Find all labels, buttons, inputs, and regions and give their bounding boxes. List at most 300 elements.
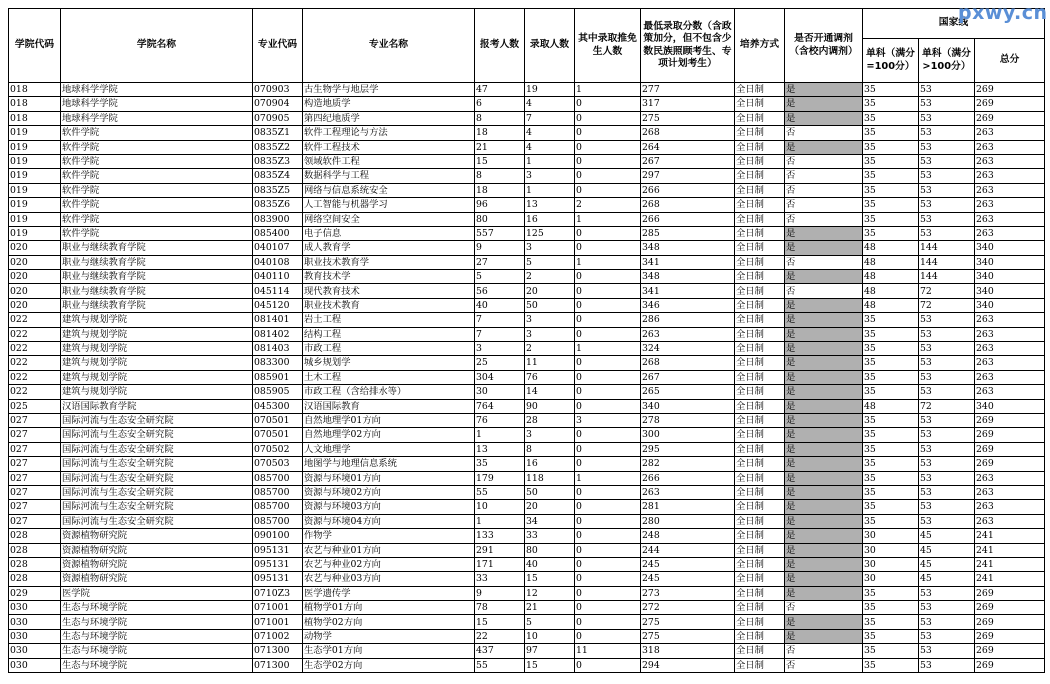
major-code-cell: 085400 xyxy=(253,226,303,240)
college-name-cell: 生态与环境学院 xyxy=(61,629,253,643)
single-100-cell: 35 xyxy=(863,586,919,600)
exempt-cell: 0 xyxy=(575,385,641,399)
single-gt100-cell: 144 xyxy=(919,270,975,284)
major-code-cell: 040108 xyxy=(253,255,303,269)
single-gt100-cell: 45 xyxy=(919,543,975,557)
major-code-cell: 071001 xyxy=(253,601,303,615)
exempt-cell: 2 xyxy=(575,198,641,212)
table-header xyxy=(9,9,1045,83)
single-100-cell: 48 xyxy=(863,270,919,284)
major-code-cell: 095131 xyxy=(253,543,303,557)
adjust-cell: 是 xyxy=(785,629,863,643)
header-single-100: 单科（满分=100分） xyxy=(863,39,919,83)
adjust-cell: 是 xyxy=(785,385,863,399)
table-row xyxy=(9,342,1045,356)
mode-cell: 全日制 xyxy=(735,543,785,557)
header-exempt: 其中录取推免生人数 xyxy=(575,9,641,83)
single-100-cell: 35 xyxy=(863,126,919,140)
mode-cell: 全日制 xyxy=(735,183,785,197)
applicants-cell: 7 xyxy=(475,313,525,327)
major-code-cell: 070502 xyxy=(253,442,303,456)
single-gt100-cell: 53 xyxy=(919,111,975,125)
major-name-cell: 汉语国际教育 xyxy=(303,399,475,413)
single-100-cell: 30 xyxy=(863,557,919,571)
college-name-cell: 地球科学学院 xyxy=(61,111,253,125)
major-code-cell: 040107 xyxy=(253,241,303,255)
table-row xyxy=(9,529,1045,543)
table-row xyxy=(9,399,1045,413)
major-code-cell: 0835Z6 xyxy=(253,198,303,212)
min-score-cell: 275 xyxy=(641,111,735,125)
applicants-cell: 291 xyxy=(475,543,525,557)
admitted-cell: 13 xyxy=(525,198,575,212)
major-name-cell: 作物学 xyxy=(303,529,475,543)
header-college-code: 学院代码 xyxy=(9,9,61,83)
college-code-cell: 030 xyxy=(9,629,61,643)
single-100-cell: 35 xyxy=(863,97,919,111)
total-cell: 340 xyxy=(975,298,1045,312)
table-row xyxy=(9,601,1045,615)
major-code-cell: 0710Z3 xyxy=(253,586,303,600)
mode-cell: 全日制 xyxy=(735,327,785,341)
single-gt100-cell: 144 xyxy=(919,241,975,255)
single-100-cell: 35 xyxy=(863,342,919,356)
college-code-cell: 028 xyxy=(9,557,61,571)
adjust-cell: 是 xyxy=(785,615,863,629)
header-college-name: 学院名称 xyxy=(61,9,253,83)
major-name-cell: 农艺与种业03方向 xyxy=(303,572,475,586)
min-score-cell: 275 xyxy=(641,615,735,629)
college-code-cell: 027 xyxy=(9,457,61,471)
major-name-cell: 电子信息 xyxy=(303,226,475,240)
single-gt100-cell: 53 xyxy=(919,313,975,327)
min-score-cell: 281 xyxy=(641,500,735,514)
table-row xyxy=(9,615,1045,629)
single-gt100-cell: 53 xyxy=(919,198,975,212)
applicants-cell: 25 xyxy=(475,356,525,370)
applicants-cell: 304 xyxy=(475,370,525,384)
major-name-cell: 资源与环境04方向 xyxy=(303,514,475,528)
min-score-cell: 348 xyxy=(641,270,735,284)
major-code-cell: 085905 xyxy=(253,385,303,399)
college-name-cell: 地球科学学院 xyxy=(61,83,253,97)
college-code-cell: 018 xyxy=(9,111,61,125)
adjust-cell: 是 xyxy=(785,140,863,154)
mode-cell: 全日制 xyxy=(735,471,785,485)
mode-cell: 全日制 xyxy=(735,658,785,672)
college-code-cell: 019 xyxy=(9,212,61,226)
single-gt100-cell: 144 xyxy=(919,255,975,269)
applicants-cell: 5 xyxy=(475,270,525,284)
major-name-cell: 资源与环境03方向 xyxy=(303,500,475,514)
single-gt100-cell: 53 xyxy=(919,586,975,600)
single-100-cell: 35 xyxy=(863,183,919,197)
major-name-cell: 城乡规划学 xyxy=(303,356,475,370)
min-score-cell: 266 xyxy=(641,183,735,197)
single-gt100-cell: 53 xyxy=(919,601,975,615)
single-gt100-cell: 53 xyxy=(919,226,975,240)
single-100-cell: 30 xyxy=(863,572,919,586)
min-score-cell: 263 xyxy=(641,485,735,499)
college-code-cell: 020 xyxy=(9,298,61,312)
admitted-cell: 50 xyxy=(525,485,575,499)
total-cell: 263 xyxy=(975,198,1045,212)
mode-cell: 全日制 xyxy=(735,385,785,399)
college-name-cell: 建筑与规划学院 xyxy=(61,356,253,370)
mode-cell: 全日制 xyxy=(735,140,785,154)
total-cell: 269 xyxy=(975,658,1045,672)
single-100-cell: 35 xyxy=(863,140,919,154)
college-name-cell: 软件学院 xyxy=(61,212,253,226)
single-100-cell: 35 xyxy=(863,471,919,485)
major-name-cell: 农艺与种业02方向 xyxy=(303,557,475,571)
exempt-cell: 1 xyxy=(575,83,641,97)
min-score-cell: 341 xyxy=(641,255,735,269)
adjust-cell: 否 xyxy=(785,644,863,658)
exempt-cell: 0 xyxy=(575,140,641,154)
min-score-cell: 265 xyxy=(641,385,735,399)
single-100-cell: 35 xyxy=(863,111,919,125)
college-name-cell: 生态与环境学院 xyxy=(61,658,253,672)
major-code-cell: 070501 xyxy=(253,428,303,442)
major-code-cell: 070904 xyxy=(253,97,303,111)
major-code-cell: 071300 xyxy=(253,658,303,672)
single-100-cell: 35 xyxy=(863,500,919,514)
single-gt100-cell: 53 xyxy=(919,644,975,658)
single-gt100-cell: 72 xyxy=(919,399,975,413)
adjust-cell: 是 xyxy=(785,572,863,586)
table-row xyxy=(9,183,1045,197)
college-code-cell: 020 xyxy=(9,255,61,269)
major-code-cell: 0835Z3 xyxy=(253,154,303,168)
single-gt100-cell: 45 xyxy=(919,572,975,586)
table-row xyxy=(9,485,1045,499)
single-100-cell: 35 xyxy=(863,198,919,212)
adjust-cell: 否 xyxy=(785,154,863,168)
admitted-cell: 7 xyxy=(525,111,575,125)
total-cell: 263 xyxy=(975,514,1045,528)
total-cell: 263 xyxy=(975,183,1045,197)
applicants-cell: 13 xyxy=(475,442,525,456)
min-score-cell: 295 xyxy=(641,442,735,456)
adjust-cell: 否 xyxy=(785,658,863,672)
total-cell: 241 xyxy=(975,543,1045,557)
college-name-cell: 国际河流与生态安全研究院 xyxy=(61,485,253,499)
mode-cell: 全日制 xyxy=(735,169,785,183)
table-row xyxy=(9,212,1045,226)
single-100-cell: 48 xyxy=(863,298,919,312)
major-name-cell: 市政工程 xyxy=(303,342,475,356)
min-score-cell: 324 xyxy=(641,342,735,356)
single-gt100-cell: 72 xyxy=(919,298,975,312)
watermark-text: pxwy.cn xyxy=(958,2,1048,24)
total-cell: 263 xyxy=(975,212,1045,226)
total-cell: 263 xyxy=(975,169,1045,183)
exempt-cell: 0 xyxy=(575,284,641,298)
table-row xyxy=(9,514,1045,528)
single-100-cell: 30 xyxy=(863,543,919,557)
table-row xyxy=(9,658,1045,672)
header-applicants: 报考人数 xyxy=(475,9,525,83)
exempt-cell: 0 xyxy=(575,658,641,672)
applicants-cell: 9 xyxy=(475,241,525,255)
header-national-line: 国家线 xyxy=(863,9,1045,39)
mode-cell: 全日制 xyxy=(735,342,785,356)
single-100-cell: 35 xyxy=(863,457,919,471)
total-cell: 340 xyxy=(975,241,1045,255)
adjust-cell: 否 xyxy=(785,284,863,298)
table-body xyxy=(9,83,1045,673)
table-row xyxy=(9,198,1045,212)
table-row xyxy=(9,313,1045,327)
total-cell: 263 xyxy=(975,126,1045,140)
total-cell: 269 xyxy=(975,97,1045,111)
exempt-cell: 3 xyxy=(575,413,641,427)
min-score-cell: 294 xyxy=(641,658,735,672)
table-row xyxy=(9,226,1045,240)
college-name-cell: 资源植物研究院 xyxy=(61,529,253,543)
single-100-cell: 35 xyxy=(863,385,919,399)
college-code-cell: 028 xyxy=(9,543,61,557)
major-name-cell: 网络空间安全 xyxy=(303,212,475,226)
single-100-cell: 48 xyxy=(863,399,919,413)
min-score-cell: 346 xyxy=(641,298,735,312)
single-gt100-cell: 53 xyxy=(919,385,975,399)
exempt-cell: 0 xyxy=(575,629,641,643)
min-score-cell: 285 xyxy=(641,226,735,240)
major-code-cell: 085700 xyxy=(253,514,303,528)
applicants-cell: 171 xyxy=(475,557,525,571)
college-code-cell: 022 xyxy=(9,385,61,399)
admitted-cell: 1 xyxy=(525,183,575,197)
total-cell: 340 xyxy=(975,270,1045,284)
college-name-cell: 软件学院 xyxy=(61,140,253,154)
table-row xyxy=(9,126,1045,140)
admitted-cell: 16 xyxy=(525,457,575,471)
header-total: 总分 xyxy=(975,39,1045,83)
single-100-cell: 35 xyxy=(863,356,919,370)
college-name-cell: 生态与环境学院 xyxy=(61,601,253,615)
adjust-cell: 是 xyxy=(785,327,863,341)
admitted-cell: 11 xyxy=(525,356,575,370)
single-100-cell: 35 xyxy=(863,601,919,615)
exempt-cell: 0 xyxy=(575,298,641,312)
adjust-cell: 否 xyxy=(785,212,863,226)
exempt-cell: 0 xyxy=(575,169,641,183)
major-name-cell: 现代教育技术 xyxy=(303,284,475,298)
total-cell: 269 xyxy=(975,586,1045,600)
table-row xyxy=(9,471,1045,485)
major-code-cell: 070501 xyxy=(253,413,303,427)
college-name-cell: 职业与继续教育学院 xyxy=(61,298,253,312)
admitted-cell: 4 xyxy=(525,126,575,140)
college-name-cell: 软件学院 xyxy=(61,126,253,140)
admitted-cell: 5 xyxy=(525,255,575,269)
mode-cell: 全日制 xyxy=(735,284,785,298)
min-score-cell: 348 xyxy=(641,241,735,255)
college-code-cell: 028 xyxy=(9,572,61,586)
admission-table xyxy=(8,8,1045,673)
college-name-cell: 国际河流与生态安全研究院 xyxy=(61,442,253,456)
header-single-gt100: 单科（满分>100分） xyxy=(919,39,975,83)
total-cell: 340 xyxy=(975,399,1045,413)
applicants-cell: 10 xyxy=(475,500,525,514)
adjust-cell: 是 xyxy=(785,298,863,312)
admitted-cell: 15 xyxy=(525,572,575,586)
applicants-cell: 1 xyxy=(475,428,525,442)
admitted-cell: 10 xyxy=(525,629,575,643)
major-name-cell: 医学遗传学 xyxy=(303,586,475,600)
exempt-cell: 0 xyxy=(575,543,641,557)
exempt-cell: 0 xyxy=(575,601,641,615)
college-name-cell: 软件学院 xyxy=(61,198,253,212)
admitted-cell: 3 xyxy=(525,169,575,183)
single-100-cell: 35 xyxy=(863,83,919,97)
college-name-cell: 生态与环境学院 xyxy=(61,615,253,629)
total-cell: 263 xyxy=(975,226,1045,240)
min-score-cell: 267 xyxy=(641,154,735,168)
admitted-cell: 14 xyxy=(525,385,575,399)
mode-cell: 全日制 xyxy=(735,212,785,226)
admitted-cell: 3 xyxy=(525,313,575,327)
college-name-cell: 国际河流与生态安全研究院 xyxy=(61,428,253,442)
applicants-cell: 22 xyxy=(475,629,525,643)
table-row xyxy=(9,457,1045,471)
college-name-cell: 职业与继续教育学院 xyxy=(61,270,253,284)
single-100-cell: 35 xyxy=(863,413,919,427)
total-cell: 269 xyxy=(975,413,1045,427)
college-code-cell: 030 xyxy=(9,658,61,672)
major-code-cell: 081401 xyxy=(253,313,303,327)
major-name-cell: 软件工程技术 xyxy=(303,140,475,154)
total-cell: 241 xyxy=(975,529,1045,543)
single-100-cell: 35 xyxy=(863,313,919,327)
mode-cell: 全日制 xyxy=(735,629,785,643)
admitted-cell: 4 xyxy=(525,140,575,154)
applicants-cell: 1 xyxy=(475,514,525,528)
adjust-cell: 是 xyxy=(785,413,863,427)
applicants-cell: 55 xyxy=(475,658,525,672)
mode-cell: 全日制 xyxy=(735,198,785,212)
total-cell: 340 xyxy=(975,255,1045,269)
college-code-cell: 027 xyxy=(9,413,61,427)
single-gt100-cell: 53 xyxy=(919,154,975,168)
single-100-cell: 35 xyxy=(863,154,919,168)
college-code-cell: 030 xyxy=(9,601,61,615)
adjust-cell: 否 xyxy=(785,169,863,183)
major-code-cell: 0835Z1 xyxy=(253,126,303,140)
exempt-cell: 0 xyxy=(575,529,641,543)
exempt-cell: 0 xyxy=(575,572,641,586)
major-name-cell: 生态学01方向 xyxy=(303,644,475,658)
adjust-cell: 是 xyxy=(785,557,863,571)
table-row xyxy=(9,241,1045,255)
college-name-cell: 资源植物研究院 xyxy=(61,543,253,557)
college-name-cell: 软件学院 xyxy=(61,154,253,168)
major-name-cell: 成人教育学 xyxy=(303,241,475,255)
admitted-cell: 8 xyxy=(525,442,575,456)
single-gt100-cell: 45 xyxy=(919,529,975,543)
header-admitted: 录取人数 xyxy=(525,9,575,83)
total-cell: 269 xyxy=(975,457,1045,471)
single-100-cell: 35 xyxy=(863,428,919,442)
college-code-cell: 027 xyxy=(9,428,61,442)
min-score-cell: 275 xyxy=(641,629,735,643)
college-name-cell: 软件学院 xyxy=(61,169,253,183)
total-cell: 263 xyxy=(975,342,1045,356)
admitted-cell: 15 xyxy=(525,658,575,672)
mode-cell: 全日制 xyxy=(735,615,785,629)
applicants-cell: 15 xyxy=(475,154,525,168)
min-score-cell: 297 xyxy=(641,169,735,183)
major-name-cell: 资源与环境01方向 xyxy=(303,471,475,485)
mode-cell: 全日制 xyxy=(735,413,785,427)
major-name-cell: 数据科学与工程 xyxy=(303,169,475,183)
exempt-cell: 0 xyxy=(575,111,641,125)
min-score-cell: 341 xyxy=(641,284,735,298)
adjust-cell: 否 xyxy=(785,126,863,140)
min-score-cell: 248 xyxy=(641,529,735,543)
table-row xyxy=(9,500,1045,514)
college-code-cell: 020 xyxy=(9,284,61,298)
single-gt100-cell: 53 xyxy=(919,83,975,97)
total-cell: 263 xyxy=(975,313,1045,327)
total-cell: 269 xyxy=(975,428,1045,442)
table-row xyxy=(9,644,1045,658)
adjust-cell: 是 xyxy=(785,543,863,557)
total-cell: 263 xyxy=(975,356,1045,370)
college-name-cell: 建筑与规划学院 xyxy=(61,327,253,341)
header-major-code: 专业代码 xyxy=(253,9,303,83)
adjust-cell: 是 xyxy=(785,370,863,384)
major-code-cell: 081402 xyxy=(253,327,303,341)
table-row xyxy=(9,83,1045,97)
min-score-cell: 318 xyxy=(641,644,735,658)
single-gt100-cell: 53 xyxy=(919,183,975,197)
college-name-cell: 建筑与规划学院 xyxy=(61,385,253,399)
single-gt100-cell: 53 xyxy=(919,615,975,629)
applicants-cell: 179 xyxy=(475,471,525,485)
major-code-cell: 071002 xyxy=(253,629,303,643)
major-name-cell: 职业技术教育学 xyxy=(303,255,475,269)
adjust-cell: 是 xyxy=(785,428,863,442)
major-name-cell: 植物学01方向 xyxy=(303,601,475,615)
college-code-cell: 027 xyxy=(9,500,61,514)
min-score-cell: 268 xyxy=(641,126,735,140)
applicants-cell: 133 xyxy=(475,529,525,543)
college-name-cell: 医学院 xyxy=(61,586,253,600)
exempt-cell: 0 xyxy=(575,226,641,240)
single-100-cell: 48 xyxy=(863,241,919,255)
table-row xyxy=(9,543,1045,557)
college-name-cell: 职业与继续教育学院 xyxy=(61,284,253,298)
table-row xyxy=(9,356,1045,370)
applicants-cell: 96 xyxy=(475,198,525,212)
admitted-cell: 97 xyxy=(525,644,575,658)
exempt-cell: 0 xyxy=(575,327,641,341)
single-gt100-cell: 53 xyxy=(919,212,975,226)
mode-cell: 全日制 xyxy=(735,241,785,255)
single-gt100-cell: 53 xyxy=(919,356,975,370)
admitted-cell: 19 xyxy=(525,83,575,97)
major-code-cell: 095131 xyxy=(253,572,303,586)
major-name-cell: 农艺与种业01方向 xyxy=(303,543,475,557)
total-cell: 263 xyxy=(975,471,1045,485)
exempt-cell: 0 xyxy=(575,270,641,284)
exempt-cell: 0 xyxy=(575,356,641,370)
table-row xyxy=(9,327,1045,341)
mode-cell: 全日制 xyxy=(735,313,785,327)
